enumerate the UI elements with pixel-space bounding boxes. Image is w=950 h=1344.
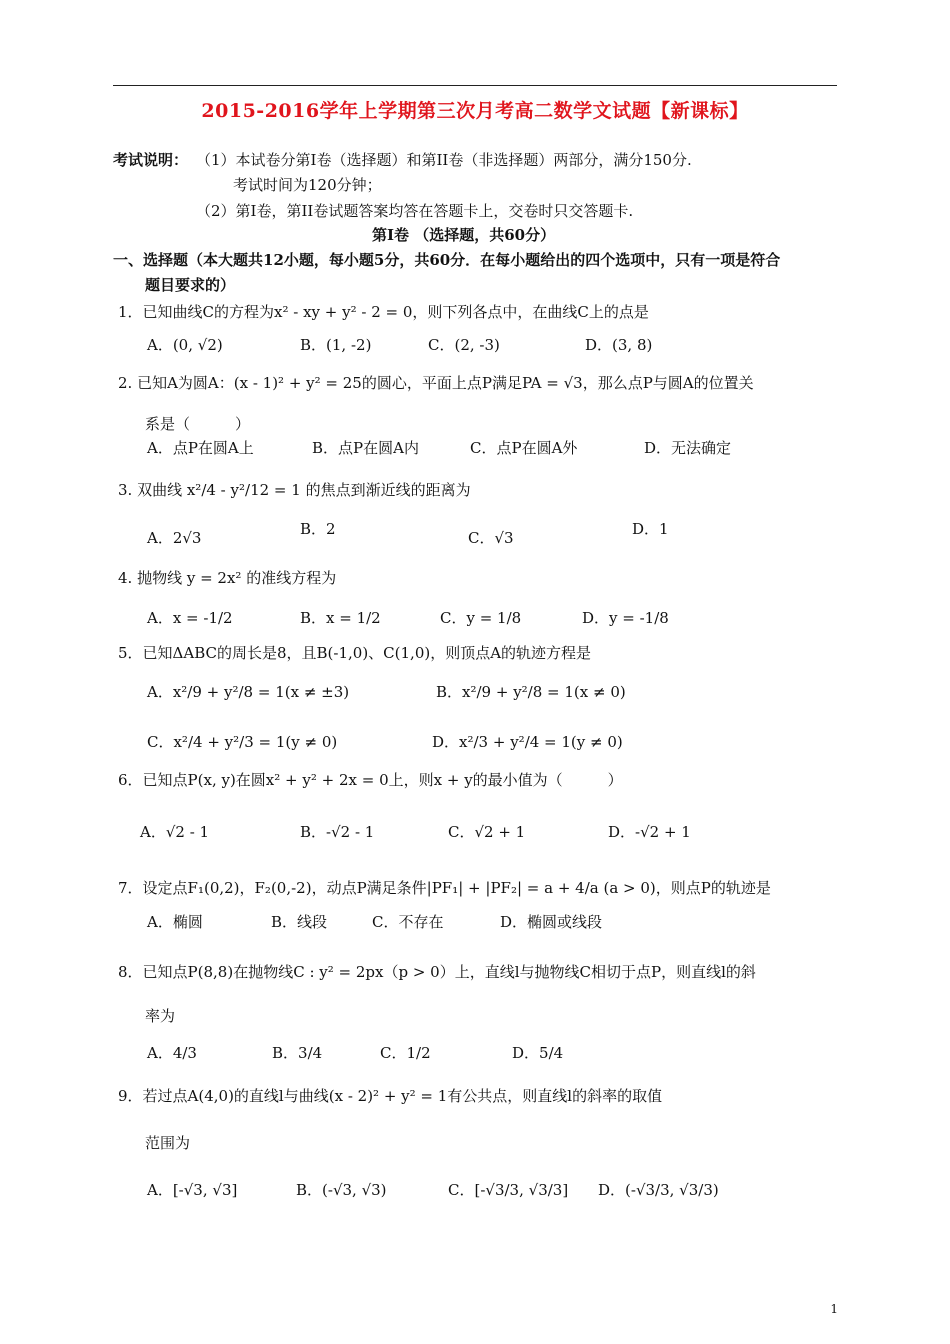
question-6-option-b: B．-√2 - 1	[300, 823, 375, 841]
question-3-option-d: D．1	[632, 520, 669, 538]
question-3-option-b: B．2	[300, 520, 336, 538]
question-2-option-a: A．点P在圆A上	[147, 439, 254, 457]
question-3-option-a: A．2√3	[147, 529, 202, 547]
question-6-option-a: A．√2 - 1	[140, 823, 210, 841]
page-title: 2015-2016学年上学期第三次月考高二数学文试题【新课标】	[201, 100, 749, 122]
part-heading: 第I卷 （选择题，共60分）	[372, 226, 556, 244]
question-9-option-d: D．(-√3/3, √3/3)	[598, 1181, 719, 1199]
question-6-option-c: C．√2 + 1	[448, 823, 526, 841]
question-1-option-a: A．(0, √2)	[147, 336, 223, 354]
question-1-option-d: D．(3, 8)	[585, 336, 653, 354]
question-4-option-c: C．y = 1/8	[440, 609, 522, 627]
question-8-stem: 8．已知点P(8,8)在抛物线C : y² = 2px（p > 0）上，直线l与抛物线C相切于点P，则直线l的斜	[118, 963, 756, 981]
instructions-label: 考试说明：	[113, 151, 189, 169]
question-1-stem: 1．已知曲线C的方程为x² - xy + y² - 2 = 0，则下列各点中，在曲线C上的点是	[118, 303, 649, 321]
question-7-option-c: C．不存在	[372, 913, 444, 931]
question-8-option-b: B．3/4	[272, 1044, 323, 1062]
question-4-option-d: D．y = -1/8	[582, 609, 669, 627]
section-heading-line-2: 题目要求的）	[145, 276, 236, 294]
header-rule	[113, 85, 837, 86]
question-9-option-a: A．[-√3, √3]	[147, 1181, 238, 1199]
question-5-option-c: C．x²/4 + y²/3 = 1(y ≠ 0)	[147, 733, 338, 751]
question-7-option-b: B．线段	[271, 913, 328, 931]
question-7-option-a: A．椭圆	[147, 913, 203, 931]
question-8-option-d: D．5/4	[512, 1044, 564, 1062]
question-2-option-b: B．点P在圆A内	[312, 439, 419, 457]
instructions-line-3: （2）第I卷，第II卷试题答案均答在答题卡上，交卷时只交答题卡.	[196, 202, 634, 220]
question-9-stem: 9．若过点A(4,0)的直线l与曲线(x - 2)² + y² = 1有公共点，则直线l的斜率的取值	[118, 1087, 663, 1105]
instructions-line-2: 考试时间为120分钟；	[233, 176, 382, 194]
question-4-option-a: A．x = -1/2	[147, 609, 233, 627]
question-5-option-d: D．x²/3 + y²/4 = 1(y ≠ 0)	[432, 733, 623, 751]
question-4-stem: 4. 抛物线 y = 2x² 的准线方程为	[118, 569, 337, 587]
question-2-option-c: C．点P在圆A外	[470, 439, 578, 457]
question-6-stem: 6．已知点P(x, y)在圆x² + y² + 2x = 0上，则x + y的最小值为（ ）	[118, 771, 623, 789]
question-9-option-c: C．[-√3/3, √3/3]	[448, 1181, 569, 1199]
question-9-option-b: B．(-√3, √3)	[296, 1181, 387, 1199]
question-1-option-c: C．(2, -3)	[428, 336, 500, 354]
page-number: 1	[830, 1302, 838, 1316]
question-2-stem: 2. 已知A为圆A：(x - 1)² + y² = 25的圆心，平面上点P满足PA = √3，那么点P与圆A的位置关	[118, 374, 754, 392]
question-2-option-d: D．无法确定	[644, 439, 732, 457]
section-heading-line-1: 一、选择题（本大题共12小题，每小题5分，共60分．在每小题给出的四个选项中，只有一项是符合	[113, 251, 781, 269]
instructions-line-1: （1）本试卷分第I卷（选择题）和第II卷（非选择题）两部分，满分150分.	[196, 151, 692, 169]
question-7-option-d: D．椭圆或线段	[500, 913, 603, 931]
question-9-stem-cont: 范围为	[145, 1134, 191, 1152]
question-5-option-b: B．x²/9 + y²/8 = 1(x ≠ 0)	[436, 683, 626, 701]
question-3-option-c: C．√3	[468, 529, 514, 547]
question-4-option-b: B．x = 1/2	[300, 609, 381, 627]
question-1-option-b: B．(1, -2)	[300, 336, 372, 354]
question-5-stem: 5．已知ΔABC的周长是8，且B(-1,0)、C(1,0)，则顶点A的轨迹方程是	[118, 644, 592, 662]
question-6-option-d: D．-√2 + 1	[608, 823, 691, 841]
question-8-option-c: C．1/2	[380, 1044, 431, 1062]
question-2-stem-cont: 系是（ ）	[145, 415, 251, 433]
question-7-stem: 7．设定点F₁(0,2)，F₂(0,-2)，动点P满足条件|PF₁| + |PF₂| = a + 4/a (a > 0)，则点P的轨迹是	[118, 879, 771, 897]
question-3-stem: 3. 双曲线 x²/4 - y²/12 = 1 的焦点到渐近线的距离为	[118, 481, 471, 499]
question-8-option-a: A．4/3	[147, 1044, 197, 1062]
question-8-stem-cont: 率为	[145, 1007, 176, 1025]
question-5-option-a: A．x²/9 + y²/8 = 1(x ≠ ±3)	[147, 683, 350, 701]
